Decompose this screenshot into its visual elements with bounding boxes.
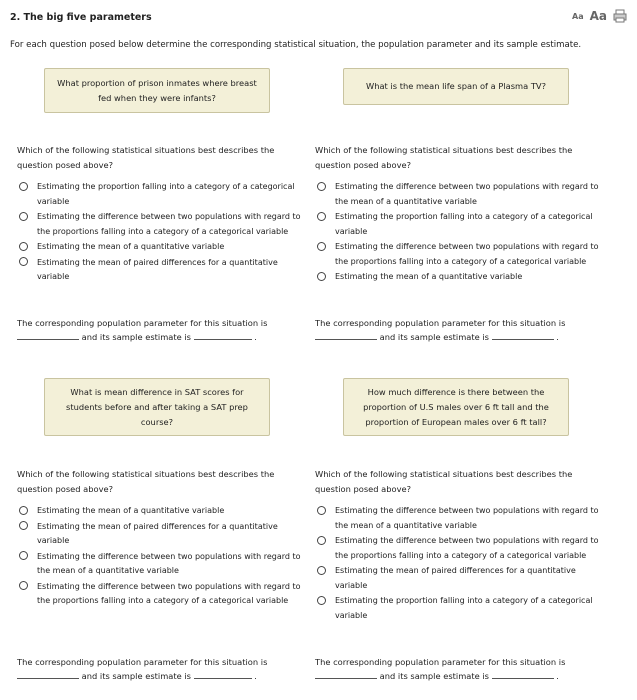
situation-prompt: Which of the following statistical situations best describes the question posed above? bbox=[17, 145, 275, 170]
radio-circle-icon[interactable] bbox=[317, 242, 326, 251]
option-radio[interactable]: Estimating the difference between two populations with regard to the proportions falling into a category of a categorical variable bbox=[315, 534, 603, 563]
radio-circle-icon[interactable] bbox=[19, 257, 28, 266]
option-radio[interactable]: Estimating the mean of a quantitative variable bbox=[315, 270, 603, 285]
estimate-blank[interactable] bbox=[492, 669, 554, 679]
period: . bbox=[556, 671, 559, 681]
radio-circle-icon[interactable] bbox=[317, 566, 326, 575]
situation-section-1 bbox=[17, 143, 305, 286]
radio-circle-icon[interactable] bbox=[317, 182, 326, 191]
option-radio[interactable]: Estimating the proportion falling into a category of a categorical variable bbox=[315, 594, 603, 623]
answer-text-line2: and its sample estimate is bbox=[379, 671, 489, 681]
answer-block-2 bbox=[315, 316, 603, 344]
option-radio[interactable]: Estimating the difference between two populations with regard to the proportions falling into a category of a categorical variable bbox=[17, 210, 305, 239]
option-radio[interactable]: Estimating the mean of a quantitative variable bbox=[17, 504, 305, 519]
increase-font-button[interactable]: Aa bbox=[589, 9, 607, 23]
question-text: What proportion of prison inmates where breast fed when they were infants? bbox=[57, 77, 257, 103]
answer-block-1 bbox=[17, 316, 305, 344]
situation-prompt: Which of the following statistical situations best describes the question posed above? bbox=[315, 469, 573, 494]
question-box-2 bbox=[343, 68, 569, 105]
situation-section-4 bbox=[315, 467, 603, 624]
radio-circle-icon[interactable] bbox=[317, 272, 326, 281]
answer-text-line2: and its sample estimate is bbox=[81, 671, 191, 681]
parameter-blank[interactable] bbox=[315, 330, 377, 340]
radio-circle-icon[interactable] bbox=[19, 581, 28, 590]
radio-circle-icon[interactable] bbox=[317, 212, 326, 221]
radio-circle-icon[interactable] bbox=[19, 506, 28, 515]
answer-text-line2: and its sample estimate is bbox=[81, 332, 191, 342]
period: . bbox=[254, 671, 257, 681]
option-radio[interactable]: Estimating the difference between two populations with regard to the mean of a quantitative variable bbox=[315, 180, 603, 209]
period: . bbox=[254, 332, 257, 342]
radio-circle-icon[interactable] bbox=[317, 596, 326, 605]
radio-circle-icon[interactable] bbox=[19, 212, 28, 221]
question-text: What is the mean life span of a Plasma TV? bbox=[366, 81, 546, 91]
answer-text-line1: The corresponding population parameter for this situation is bbox=[17, 657, 268, 667]
question-box-1 bbox=[44, 68, 270, 113]
estimate-blank[interactable] bbox=[194, 669, 252, 679]
situation-section-3 bbox=[17, 467, 305, 610]
situation-prompt: Which of the following statistical situations best describes the question posed above? bbox=[17, 469, 275, 494]
answer-text-line2: and its sample estimate is bbox=[379, 332, 489, 342]
answer-text-line1: The corresponding population parameter for this situation is bbox=[17, 318, 268, 328]
decrease-font-button[interactable]: Aa bbox=[572, 11, 584, 21]
instructions: For each question posed below determine the corresponding statistical situation, the population parameter and its sample estimate. bbox=[10, 40, 582, 50]
option-radio[interactable]: Estimating the proportion falling into a category of a categorical variable bbox=[17, 180, 305, 209]
radio-circle-icon[interactable] bbox=[317, 506, 326, 515]
radio-circle-icon[interactable] bbox=[19, 182, 28, 191]
situation-prompt: Which of the following statistical situations best describes the question posed above? bbox=[315, 145, 573, 170]
option-radio[interactable]: Estimating the proportion falling into a category of a categorical variable bbox=[315, 210, 603, 239]
option-radio[interactable]: Estimating the mean of paired differences for a quantitative variable bbox=[17, 256, 305, 285]
answer-block-3 bbox=[17, 655, 305, 683]
printer-icon[interactable] bbox=[613, 9, 627, 23]
radio-circle-icon[interactable] bbox=[19, 551, 28, 560]
answer-text-line1: The corresponding population parameter for this situation is bbox=[315, 318, 566, 328]
toolbar bbox=[572, 9, 627, 23]
parameter-blank[interactable] bbox=[17, 330, 79, 340]
estimate-blank[interactable] bbox=[194, 330, 252, 340]
radio-circle-icon[interactable] bbox=[19, 242, 28, 251]
option-radio[interactable]: Estimating the difference between two populations with regard to the mean of a quantitative variable bbox=[17, 550, 305, 579]
option-radio[interactable]: Estimating the difference between two populations with regard to the proportions falling into a category of a categorical variable bbox=[315, 240, 603, 269]
question-box-4 bbox=[343, 378, 569, 436]
page-title: 2. The big five parameters bbox=[10, 12, 152, 23]
option-radio[interactable]: Estimating the difference between two populations with regard to the mean of a quantitative variable bbox=[315, 504, 603, 533]
situation-section-2 bbox=[315, 143, 603, 286]
question-text: How much difference is there between the proportion of U.S males over 6 ft tall and the proportion of European males over 6 ft tall? bbox=[363, 386, 549, 427]
option-radio[interactable]: Estimating the difference between two populations with regard to the proportions falling into a category of a categorical variable bbox=[17, 580, 305, 609]
period: . bbox=[556, 332, 559, 342]
option-radio[interactable]: Estimating the mean of a quantitative variable bbox=[17, 240, 305, 255]
radio-circle-icon[interactable] bbox=[317, 536, 326, 545]
parameter-blank[interactable] bbox=[17, 669, 79, 679]
answer-text-line1: The corresponding population parameter for this situation is bbox=[315, 657, 566, 667]
answer-block-4 bbox=[315, 655, 603, 683]
radio-circle-icon[interactable] bbox=[19, 521, 28, 530]
option-radio[interactable]: Estimating the mean of paired differences for a quantitative variable bbox=[315, 564, 603, 593]
option-radio[interactable]: Estimating the mean of paired differences for a quantitative variable bbox=[17, 520, 305, 549]
question-text: What is mean difference in SAT scores for students before and after taking a SAT prep course? bbox=[66, 386, 248, 427]
estimate-blank[interactable] bbox=[492, 330, 554, 340]
parameter-blank[interactable] bbox=[315, 669, 377, 679]
question-box-3 bbox=[44, 378, 270, 436]
